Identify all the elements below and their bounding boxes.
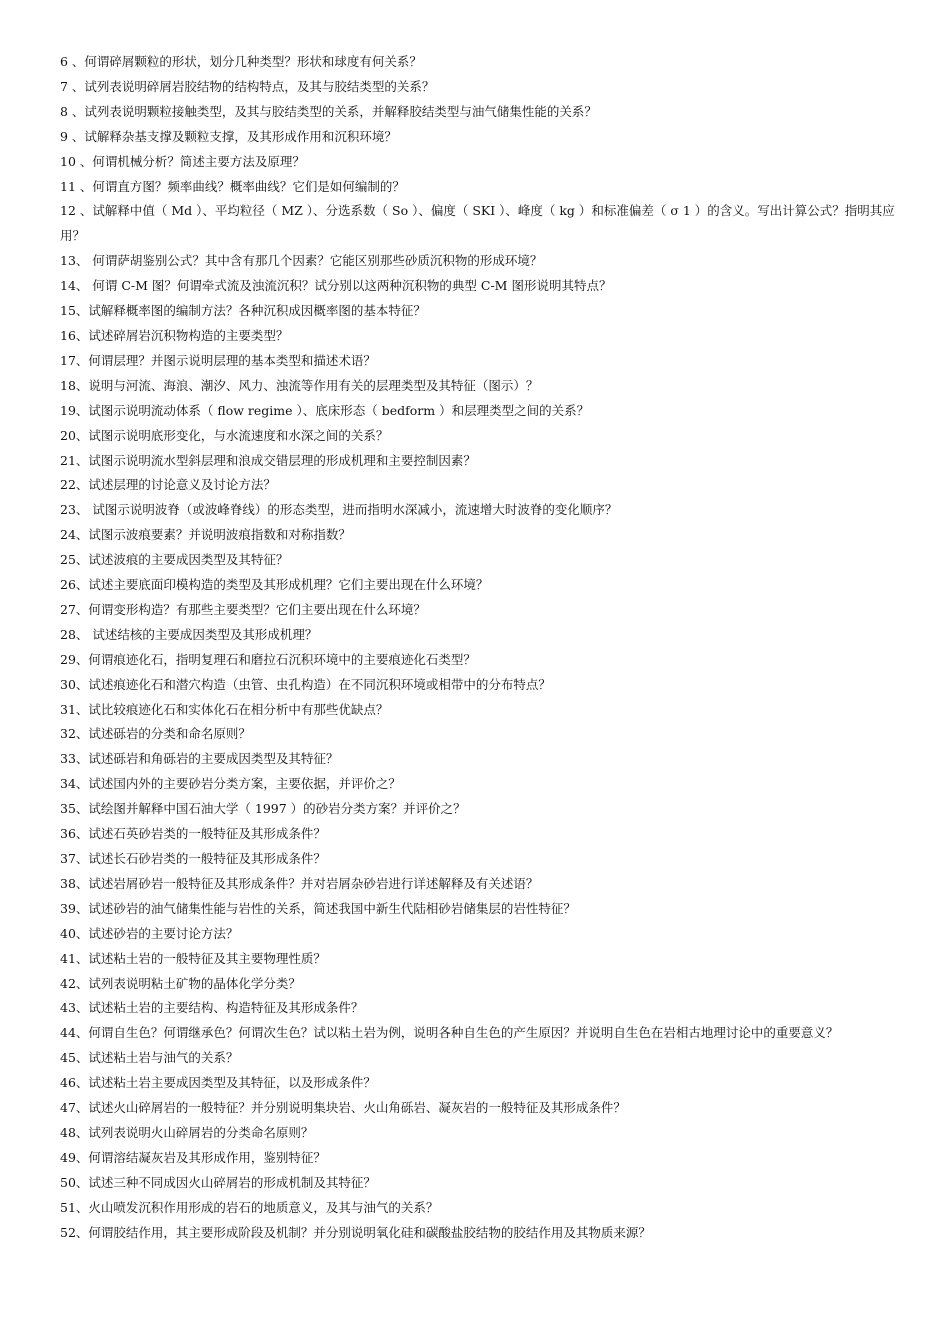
question-item: 37、试述长石砂岩类的一般特征及其形成条件？ [60,851,326,866]
question-item: 31、试比较痕迹化石和实体化石在相分析中有那些优缺点？ [60,701,389,717]
question-item: 8 、试列表说明颗粒接触类型，及其与胶结类型的关系，并解释胶结类型与油气储集性能的关系？ [60,103,597,119]
question-item: 30、试述痕迹化石和潜穴构造（虫管、虫孔构造）在不同沉积环境或相带中的分布特点？ [60,676,551,692]
question-item: 9 、试解释杂基支撑及颗粒支撑，及其形成作用和沉积环境？ [60,128,397,144]
question-item: 33、试述砾岩和角砾岩的主要成因类型及其特征？ [60,751,339,767]
question-item: 20、试图示说明底形变化，与水流速度和水深之间的关系？ [60,427,389,443]
question-item: 17、何谓层理？并图示说明层理的基本类型和描述术语？ [60,352,376,368]
question-item: 41、试述粘土岩的一般特征及其主要物理性质？ [60,950,326,966]
question-item: 26、试述主要底面印模构造的类型及其形成机理？它们主要出现在什么环境？ [60,577,489,593]
question-item: 23、 试图示说明波脊（或波峰脊线）的形态类型，进而指明水深减小，流速增大时波脊的变化顺序？ [60,502,618,518]
question-item: 10 、何谓机械分析？简述主要方法及原理？ [60,153,305,169]
question-item: 18、说明与河流、海浪、潮汐、风力、浊流等作用有关的层理类型及其特征（图示）？ [60,377,539,393]
question-item: 6 、何谓碎屑颗粒的形状，划分几种类型？形状和球度有何关系？ [60,54,422,69]
question-list [60,50,900,1246]
question-item: 7 、试列表说明碎屑岩胶结物的结构特点，及其与胶结类型的关系？ [60,78,435,94]
question-item: 44、何谓自生色？何谓继承色？何谓次生色？试以粘土岩为例，说明各种自生色的产生原因？并说明自生色在岩相古地理讨论中的重要意义？ [60,1025,839,1041]
question-item: 45、试述粘土岩与油气的关系？ [60,1050,239,1066]
question-item: 43、试述粘土岩的主要结构、构造特征及其形成条件？ [60,1000,364,1016]
question-item: 32、试述砾岩的分类和命名原则？ [60,726,251,742]
question-item: 24、试图示波痕要素？并说明波痕指数和对称指数？ [60,527,351,543]
question-item: 29、何谓痕迹化石，指明复理石和磨拉石沉积环境中的主要痕迹化石类型？ [60,651,476,667]
question-item: 27、何谓变形构造？有那些主要类型？它们主要出现在什么环境？ [60,601,426,617]
question-item: 15、试解释概率图的编制方法？各种沉积成因概率图的基本特征？ [60,303,426,319]
question-item: 48、试列表说明火山碎屑岩的分类命名原则？ [60,1124,314,1140]
question-item: 49、何谓溶结凝灰岩及其形成作用，鉴别特征？ [60,1149,326,1165]
question-item: 14、 何谓 C-M 图？何谓牵式流及浊流沉积？试分别以这两种沉积物的典型 C-M 图形说明其特点？ [60,278,612,294]
question-item: 34、试述国内外的主要砂岩分类方案，主要依据，并评价之？ [60,776,401,792]
question-item: 19、试图示说明流动体系（ flow regime ）、底床形态（ bedform ）和层理类型之间的关系？ [60,402,590,418]
question-item: 21、试图示说明流水型斜层理和浪成交错层理的形成机理和主要控制因素？ [60,452,476,468]
question-item: 38、试述岩屑砂岩一般特征及其形成条件？并对岩屑杂砂岩进行详述解释及有关述语？ [60,875,539,891]
question-item: 25、试述波痕的主要成因类型及其特征？ [60,552,289,568]
question-item: 46、试述粘土岩主要成因类型及其特征，以及形成条件？ [60,1075,376,1091]
question-item: 39、试述砂岩的油气储集性能与岩性的关系，简述我国中新生代陆相砂岩储集层的岩性特征？ [60,900,576,916]
question-item: 35、试绘图并解释中国石油大学（ 1997 ）的砂岩分类方案？并评价之？ [60,801,466,817]
question-item: 13、 何谓萨胡鉴别公式？其中含有那几个因素？它能区别那些砂质沉积物的形成环境？ [60,253,543,269]
question-item: 12 、试解释中值（ Md ）、平均粒径（ MZ ）、分选系数（ So ）、偏度（ SKI ）、峰度（ kg ）和标准偏差（ σ 1 ）的含义。写出计算公式？指明其应用？ [60,203,895,244]
question-item: 51、火山喷发沉积作用形成的岩石的地质意义，及其与油气的关系？ [60,1199,439,1215]
question-item: 16、试述碎屑岩沉积物构造的主要类型？ [60,327,289,343]
question-item: 11 、何谓直方图？频率曲线？概率曲线？它们是如何编制的？ [60,178,405,194]
question-item: 22、试述层理的讨论意义及讨论方法？ [60,477,276,493]
question-item: 50、试述三种不同成因火山碎屑岩的形成机制及其特征？ [60,1174,376,1190]
question-item: 47、试述火山碎屑岩的一般特征？并分别说明集块岩、火山角砾岩、凝灰岩的一般特征及其形成条件？ [60,1100,626,1116]
question-item: 36、试述石英砂岩类的一般特征及其形成条件？ [60,826,326,842]
question-item: 42、试列表说明粘土矿物的晶体化学分类？ [60,975,301,991]
question-item: 40、试述砂岩的主要讨论方法？ [60,925,239,941]
question-item: 52、何谓胶结作用，其主要形成阶段及机制？并分别说明氧化硅和碳酸盐胶结物的胶结作用及其物质来源？ [60,1224,651,1240]
question-item: 28、 试述结核的主要成因类型及其形成机理？ [60,626,318,642]
